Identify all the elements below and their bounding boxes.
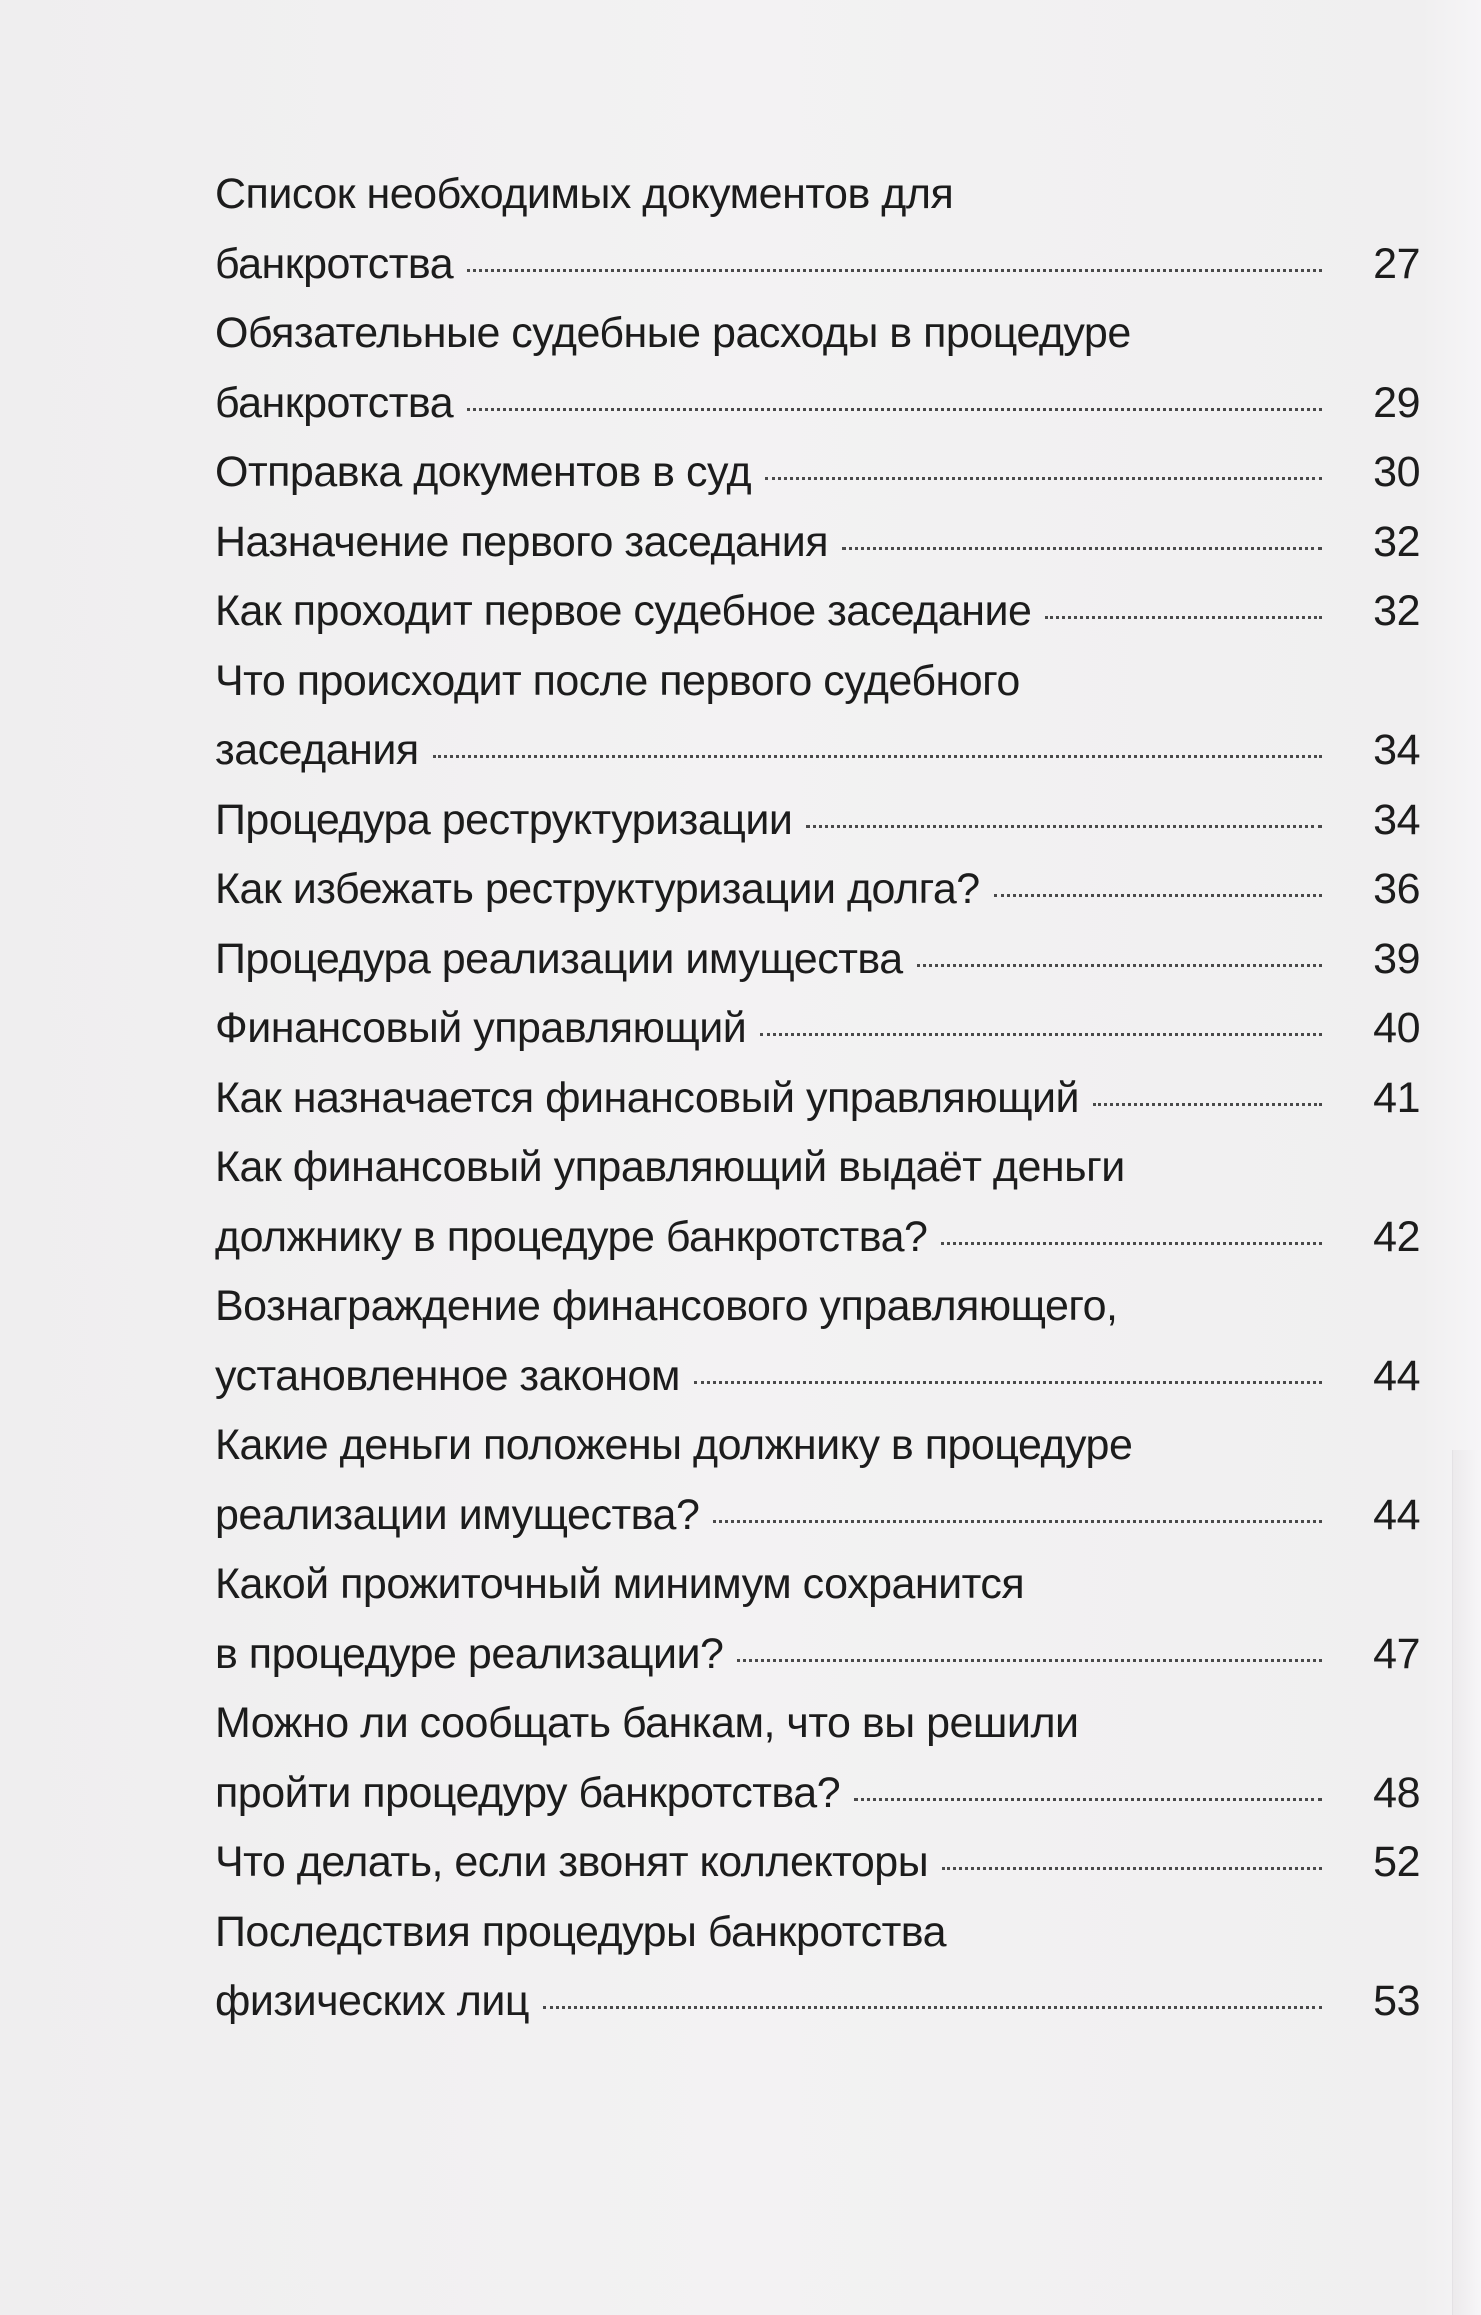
toc-entry-title-line: Обязательные судебные расходы в процедуре (215, 309, 1131, 357)
toc-entry-title-line: Какой прожиточный минимум сохранится (215, 1560, 1025, 1608)
toc-entry-title-line: Как избежать реструктуризации долга? (215, 865, 980, 913)
toc-entry-title-line: физических лиц (215, 1977, 529, 2025)
toc-page-number: 44 (1373, 1351, 1420, 1400)
dot-leader (467, 268, 1322, 272)
toc-entry-title-line: банкротства (215, 378, 454, 427)
toc-entry (215, 994, 1420, 1064)
toc-entry (215, 925, 1420, 995)
toc-entry (215, 160, 1420, 299)
toc-entry-title-line: установленное законом (215, 1351, 680, 1400)
toc-entry (215, 786, 1420, 856)
toc-page-number: 29 (1373, 378, 1420, 427)
toc-entry-title-line: Процедура реструктуризации (215, 795, 793, 844)
toc-page-number: 32 (1373, 517, 1420, 566)
toc-entry-title-line: Отправка документов в суд (215, 448, 752, 496)
toc-entry (215, 299, 1420, 438)
toc-entry-title-line: Какие деньги положены должнику в процедуре (215, 1421, 1133, 1469)
toc-entry (215, 647, 1420, 786)
toc-entry-title-line: в процедуре реализации? (215, 1629, 724, 1678)
toc-entry-title-line: Последствия процедуры банкротства (215, 1907, 947, 1956)
toc-entry (215, 1898, 1420, 2037)
dot-leader (842, 546, 1322, 550)
dot-leader (941, 1241, 1322, 1245)
dot-leader (765, 476, 1322, 480)
toc-entry-title-line: должнику в процедуре банкротства? (215, 1212, 928, 1261)
toc-entry-title-line: банкротства (215, 239, 454, 288)
toc-entry-title-line: Финансовый управляющий (215, 1004, 747, 1052)
toc-entry-title-line: Как финансовый управляющий выдаёт деньги (215, 1143, 1125, 1191)
toc-entry (215, 1689, 1420, 1828)
toc-entry (215, 1411, 1420, 1550)
dot-leader (737, 1658, 1322, 1662)
toc-entry (215, 855, 1420, 925)
toc-entry-title-line: Как назначается финансовый управляющий (215, 1073, 1080, 1122)
dot-leader (760, 1032, 1322, 1036)
toc-page-number: 47 (1373, 1629, 1420, 1678)
toc-entry (215, 1272, 1420, 1411)
toc-page-number: 34 (1373, 726, 1420, 774)
dot-leader (917, 963, 1322, 967)
dot-leader (713, 1519, 1322, 1523)
dot-leader (854, 1797, 1322, 1801)
toc-entry-title-line: Список необходимых документов для (215, 170, 954, 218)
toc-entry (215, 577, 1420, 647)
page-edge (1452, 1450, 1481, 2315)
toc-entry-title-line: заседания (215, 726, 419, 774)
toc-page-number: 39 (1373, 934, 1420, 983)
toc-entry-title-line: Можно ли сообщать банкам, что вы решили (215, 1699, 1079, 1747)
toc-entry-title-line: пройти процедуру банкротства? (215, 1768, 841, 1817)
toc-entry-title-line: Вознаграждение финансового управляющего, (215, 1282, 1118, 1330)
toc-entry (215, 438, 1420, 508)
toc-page-number: 42 (1373, 1212, 1420, 1261)
toc-page-number: 27 (1373, 239, 1420, 288)
toc-entry (215, 1064, 1420, 1134)
dot-leader (942, 1866, 1322, 1870)
toc-entry-title-line: Назначение первого заседания (215, 517, 829, 566)
toc-entry-title-line: реализации имущества? (215, 1490, 700, 1539)
toc-entry-title-line: Процедура реализации имущества (215, 934, 903, 983)
dot-leader (1093, 1102, 1322, 1106)
toc-page-number: 44 (1373, 1490, 1420, 1539)
toc-entry-title-line: Как проходит первое судебное заседание (215, 587, 1032, 635)
toc-entry (215, 508, 1420, 578)
toc-page-number: 48 (1373, 1768, 1420, 1817)
toc-page-number: 30 (1373, 448, 1420, 496)
dot-leader (543, 2005, 1322, 2009)
dot-leader (1045, 615, 1322, 619)
toc-entry (215, 1550, 1420, 1689)
table-of-contents (215, 160, 1420, 2037)
dot-leader (806, 824, 1322, 828)
toc-entry-title-line: Что делать, если звонят коллекторы (215, 1838, 929, 1886)
toc-page-number: 34 (1373, 795, 1420, 844)
dot-leader (994, 893, 1322, 897)
toc-page-number: 40 (1373, 1004, 1420, 1052)
dot-leader (433, 754, 1322, 758)
toc-page-number: 41 (1373, 1073, 1420, 1122)
toc-page-number: 32 (1373, 587, 1420, 635)
dot-leader (694, 1380, 1322, 1384)
dot-leader (467, 407, 1322, 411)
toc-entry-title-line: Что происходит после первого судебного (215, 656, 1020, 705)
toc-page-number: 36 (1373, 865, 1420, 913)
toc-page-number: 52 (1373, 1838, 1420, 1886)
toc-entry (215, 1133, 1420, 1272)
toc-entry (215, 1828, 1420, 1898)
toc-page-number: 53 (1373, 1977, 1420, 2025)
